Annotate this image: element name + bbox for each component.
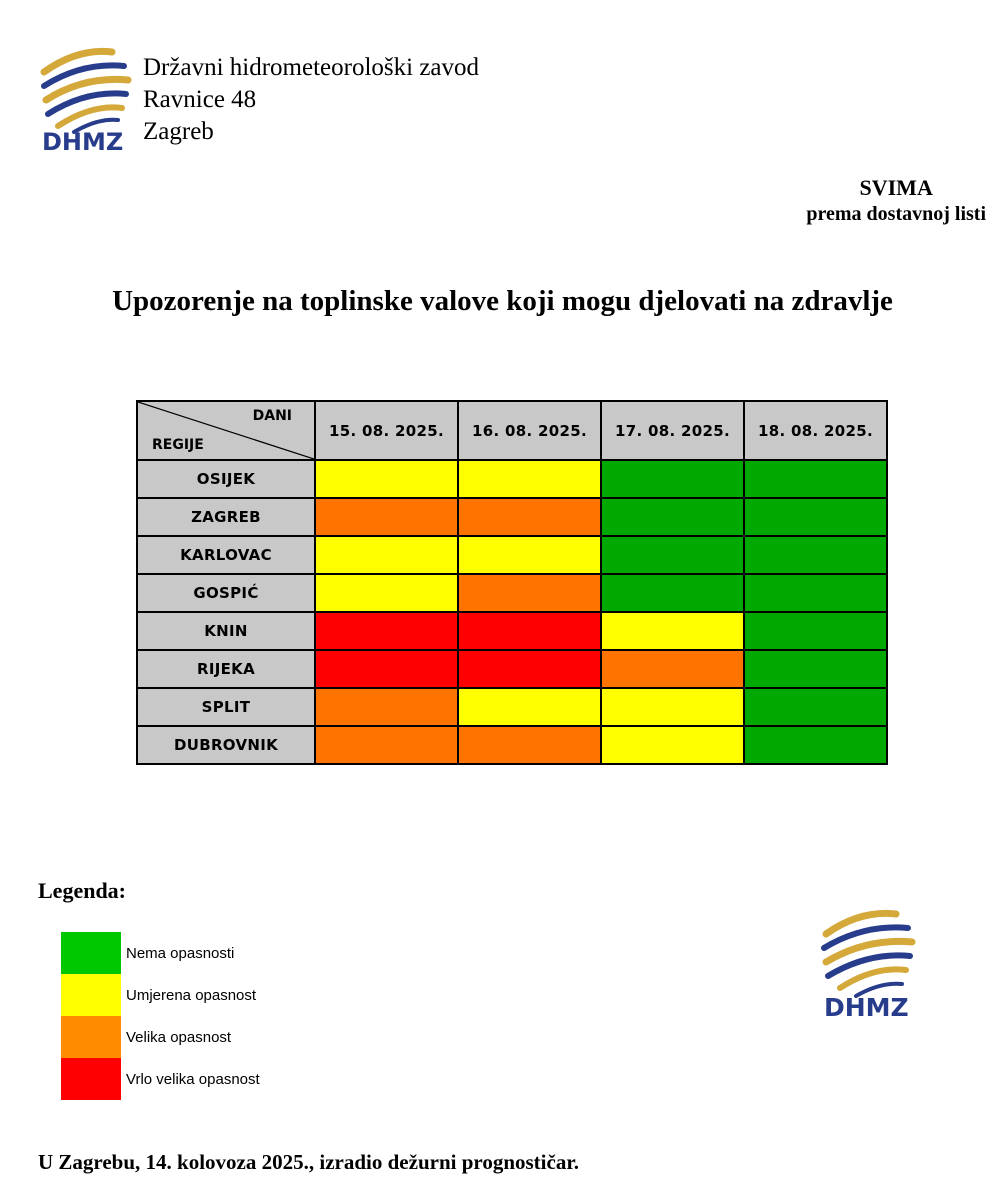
warning-cell xyxy=(744,536,887,574)
table-row xyxy=(137,650,887,688)
warning-cell xyxy=(601,650,744,688)
warning-cell xyxy=(458,688,601,726)
table-row xyxy=(137,688,887,726)
table-body xyxy=(137,460,887,764)
warning-cell xyxy=(315,612,458,650)
dhmz-logo-bottom xyxy=(818,908,916,1020)
day-header: 16. 08. 2025. xyxy=(458,401,601,460)
institution-street: Ravnice 48 xyxy=(143,86,257,113)
legend-label: Umjerena opasnost xyxy=(126,986,257,1004)
institution-name: Državni hidrometeorološki zavod xyxy=(143,54,480,81)
warning-cell xyxy=(744,498,887,536)
legend-label: Velika opasnost xyxy=(126,1028,232,1046)
table-corner-cell xyxy=(137,401,315,460)
dhmz-logo xyxy=(38,46,132,154)
region-name: SPLIT xyxy=(137,688,315,726)
warning-cell xyxy=(601,688,744,726)
legend-swatch-very-high xyxy=(61,1058,121,1100)
legend-item xyxy=(61,974,260,1016)
region-name: RIJEKA xyxy=(137,650,315,688)
warning-cell xyxy=(315,498,458,536)
table-row xyxy=(137,726,887,764)
legend-swatch-high xyxy=(61,1016,121,1058)
recipient-line1: SVIMA xyxy=(859,175,933,200)
heatwave-warning-table xyxy=(136,400,888,765)
warning-cell xyxy=(315,574,458,612)
legend-item xyxy=(61,932,260,974)
warning-cell xyxy=(744,574,887,612)
legend-swatch-moderate xyxy=(61,974,121,1016)
warning-cell xyxy=(744,688,887,726)
footer-signature: U Zagrebu, 14. kolovoza 2025., izradio dežurni prognostičar. xyxy=(38,1150,579,1174)
institution-address xyxy=(143,52,479,148)
table-row xyxy=(137,460,887,498)
warning-cell xyxy=(458,612,601,650)
warning-cell xyxy=(601,498,744,536)
day-header: 18. 08. 2025. xyxy=(744,401,887,460)
legend-label: Nema opasnosti xyxy=(126,944,235,962)
warning-cell xyxy=(315,536,458,574)
legend-item xyxy=(61,1058,260,1100)
legend xyxy=(61,932,260,1100)
document-title: Upozorenje na toplinske valove koji mogu djelovati na zdravlje xyxy=(112,285,893,317)
recipient-block xyxy=(806,175,986,227)
warning-cell xyxy=(458,536,601,574)
warning-cell xyxy=(601,536,744,574)
warning-cell xyxy=(458,460,601,498)
table-header-row xyxy=(137,401,887,460)
region-name: OSIJEK xyxy=(137,460,315,498)
warning-cell xyxy=(458,726,601,764)
warning-cell xyxy=(315,650,458,688)
day-header: 15. 08. 2025. xyxy=(315,401,458,460)
region-name: ZAGREB xyxy=(137,498,315,536)
svg-text:DHMZ: DHMZ xyxy=(824,993,909,1020)
region-name: KARLOVAC xyxy=(137,536,315,574)
warning-cell xyxy=(744,650,887,688)
corner-label-regions: REGIJE xyxy=(152,437,204,453)
legend-item xyxy=(61,1016,260,1058)
warning-cell xyxy=(601,726,744,764)
warning-cell xyxy=(744,460,887,498)
warning-cell xyxy=(601,574,744,612)
svg-text:DHMZ: DHMZ xyxy=(42,128,124,154)
table-row xyxy=(137,536,887,574)
warning-cell xyxy=(458,650,601,688)
region-name: DUBROVNIK xyxy=(137,726,315,764)
institution-city: Zagreb xyxy=(143,118,214,145)
legend-swatch-none xyxy=(61,932,121,974)
corner-label-days: DANI xyxy=(252,408,292,424)
table-row xyxy=(137,612,887,650)
legend-label: Vrlo velika opasnost xyxy=(126,1070,260,1088)
recipient-line2: prema dostavnoj listi xyxy=(806,203,986,225)
warning-cell xyxy=(601,460,744,498)
region-name: GOSPIĆ xyxy=(137,574,315,612)
legend-title: Legenda: xyxy=(38,878,126,903)
warning-cell xyxy=(458,498,601,536)
day-header: 17. 08. 2025. xyxy=(601,401,744,460)
table-row xyxy=(137,498,887,536)
warning-cell xyxy=(744,726,887,764)
warning-cell xyxy=(601,612,744,650)
warning-cell xyxy=(315,688,458,726)
warning-cell xyxy=(315,726,458,764)
table-row xyxy=(137,574,887,612)
warning-cell xyxy=(315,460,458,498)
warning-cell xyxy=(744,612,887,650)
region-name: KNIN xyxy=(137,612,315,650)
warning-cell xyxy=(458,574,601,612)
